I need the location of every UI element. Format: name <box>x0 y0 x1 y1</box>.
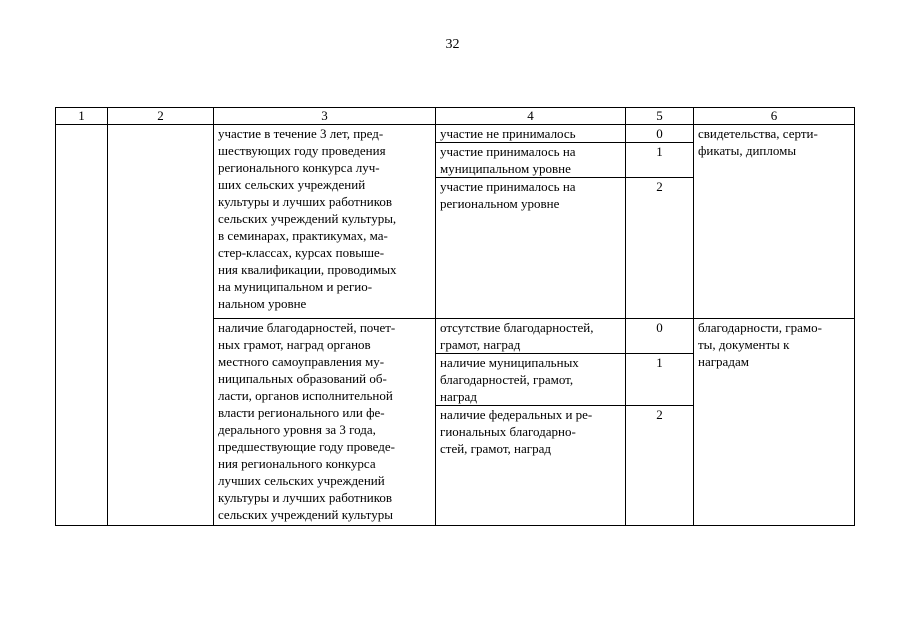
option-cell: участие не принималось <box>436 125 626 143</box>
table-row <box>56 125 855 143</box>
empty-cell-col1 <box>56 125 108 526</box>
column-number: 5 <box>626 108 694 125</box>
score-cell: 1 <box>626 354 694 406</box>
column-number: 6 <box>694 108 855 125</box>
criteria-table <box>55 107 855 526</box>
column-number: 2 <box>108 108 214 125</box>
option-cell: наличие муниципальных благодарностей, грамот, наград <box>436 354 626 406</box>
option-cell: отсутствие благодарностей, грамот, наград <box>436 319 626 354</box>
criterion-cell: участие в течение 3 лет, пред- шествующих году проведения регионального конкурса луч- ших сельских учреждений культуры и лучших работников сельских учреждений культуры, в семинарах, практикумах, ма- стер-классах, курсах повыше- ния квалификации, проводимых на муниципальном и регио- нальном уровне <box>214 125 436 319</box>
evidence-cell: благодарности, грамо- ты, документы к наградам <box>694 319 855 526</box>
option-cell: наличие федеральных и ре- гиональных благодарно- стей, грамот, наград <box>436 406 626 526</box>
column-number-row <box>56 108 855 125</box>
column-number: 1 <box>56 108 108 125</box>
score-cell: 0 <box>626 319 694 354</box>
column-number: 4 <box>436 108 626 125</box>
empty-cell-col2 <box>108 125 214 526</box>
option-cell: участие принималось на региональном уровне <box>436 178 626 319</box>
column-number: 3 <box>214 108 436 125</box>
score-cell: 2 <box>626 406 694 526</box>
score-cell: 1 <box>626 143 694 178</box>
score-cell: 0 <box>626 125 694 143</box>
evidence-cell: свидетельства, серти- фикаты, дипломы <box>694 125 855 319</box>
criterion-cell: наличие благодарностей, почет- ных грамот, наград органов местного самоуправления му- ниципальных образований об- ласти, органов исполнительной власти регионального или фе- дерального уровня за 3 года, предшествующие году проведе- ния регионального конкурса лучших сельских учреждений культуры и лучших работников сельских учреждений культуры <box>214 319 436 526</box>
page-number: 32 <box>445 37 460 52</box>
score-cell: 2 <box>626 178 694 319</box>
option-cell: участие принималось на муниципальном уровне <box>436 143 626 178</box>
